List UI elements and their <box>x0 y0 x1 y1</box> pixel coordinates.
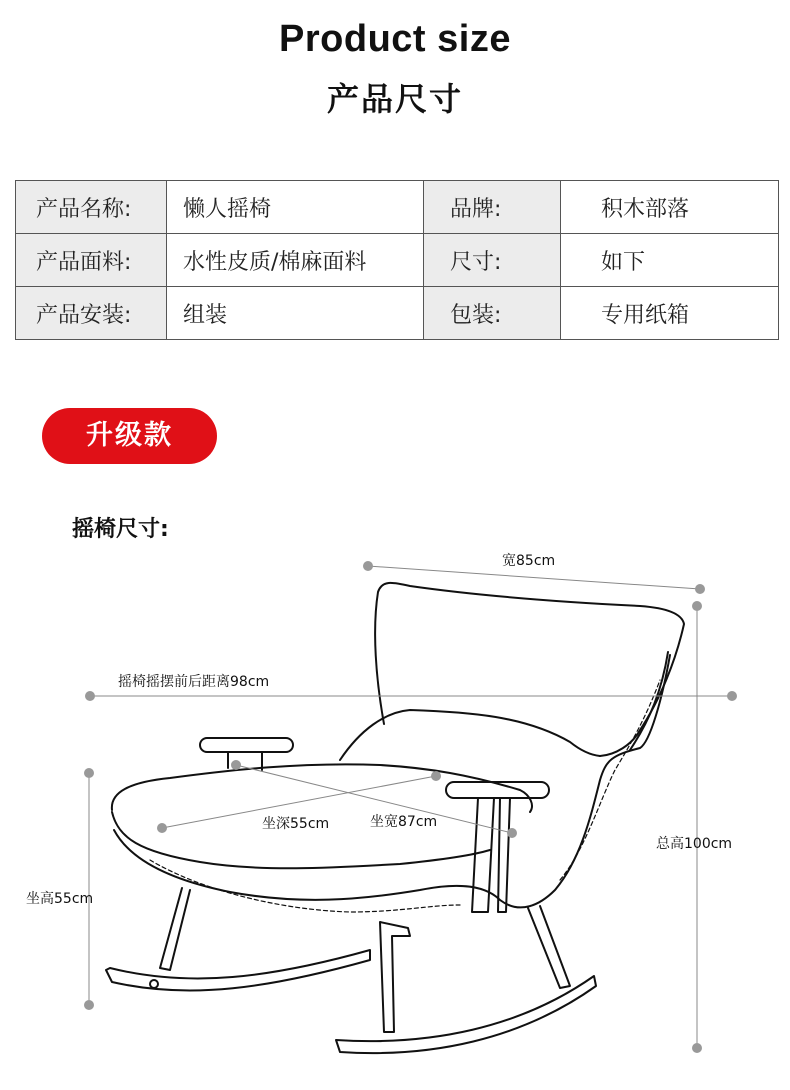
chair-cushion <box>340 710 600 760</box>
dim-rock-distance: 摇椅摇摆前后距离98cm <box>118 674 270 690</box>
spec-label-fabric: 产品面料: <box>16 234 167 287</box>
rocker-right <box>336 976 596 1053</box>
spec-table <box>15 180 779 340</box>
spec-value-fabric: 水性皮质/棉麻面料 <box>167 234 424 287</box>
chair-diagram <box>0 540 790 1090</box>
dim-seat-depth: 坐深55cm <box>262 816 330 832</box>
spec-value-package: 专用纸箱 <box>561 287 779 340</box>
spec-label-brand: 品牌: <box>424 181 561 234</box>
chair-leg-front <box>380 922 410 1032</box>
section-label: 摇椅尺寸: <box>72 517 169 542</box>
chair-leg-back <box>160 888 190 970</box>
spec-value-brand: 积木部落 <box>561 181 779 234</box>
spec-label-name: 产品名称: <box>16 181 167 234</box>
page-title-cn: 产品尺寸 <box>326 80 463 118</box>
dimension-dots <box>84 561 737 1053</box>
spec-label-package: 包装: <box>424 287 561 340</box>
left-armrest <box>200 738 293 752</box>
spec-value-size: 如下 <box>561 234 779 287</box>
dim-seat-height: 坐高55cm <box>26 891 94 907</box>
spec-label-install: 产品安装: <box>16 287 167 340</box>
dim-width: 宽85cm <box>502 553 556 569</box>
dim-seat-width: 坐宽87cm <box>370 814 438 830</box>
spec-row <box>16 181 779 234</box>
chair-leg-right <box>528 906 570 988</box>
spec-value-install: 组装 <box>167 287 424 340</box>
chair-seat <box>112 764 532 812</box>
spec-value-name: 懒人摇椅 <box>167 181 424 234</box>
dim-total-height: 总高100cm <box>656 836 733 852</box>
chair-shell <box>114 655 670 907</box>
rocker-left <box>106 950 370 991</box>
upgrade-badge: 升级款 <box>42 408 217 464</box>
page-title-en: Product size <box>279 18 511 60</box>
spec-row <box>16 234 779 287</box>
spec-row <box>16 287 779 340</box>
spec-label-size: 尺寸: <box>424 234 561 287</box>
